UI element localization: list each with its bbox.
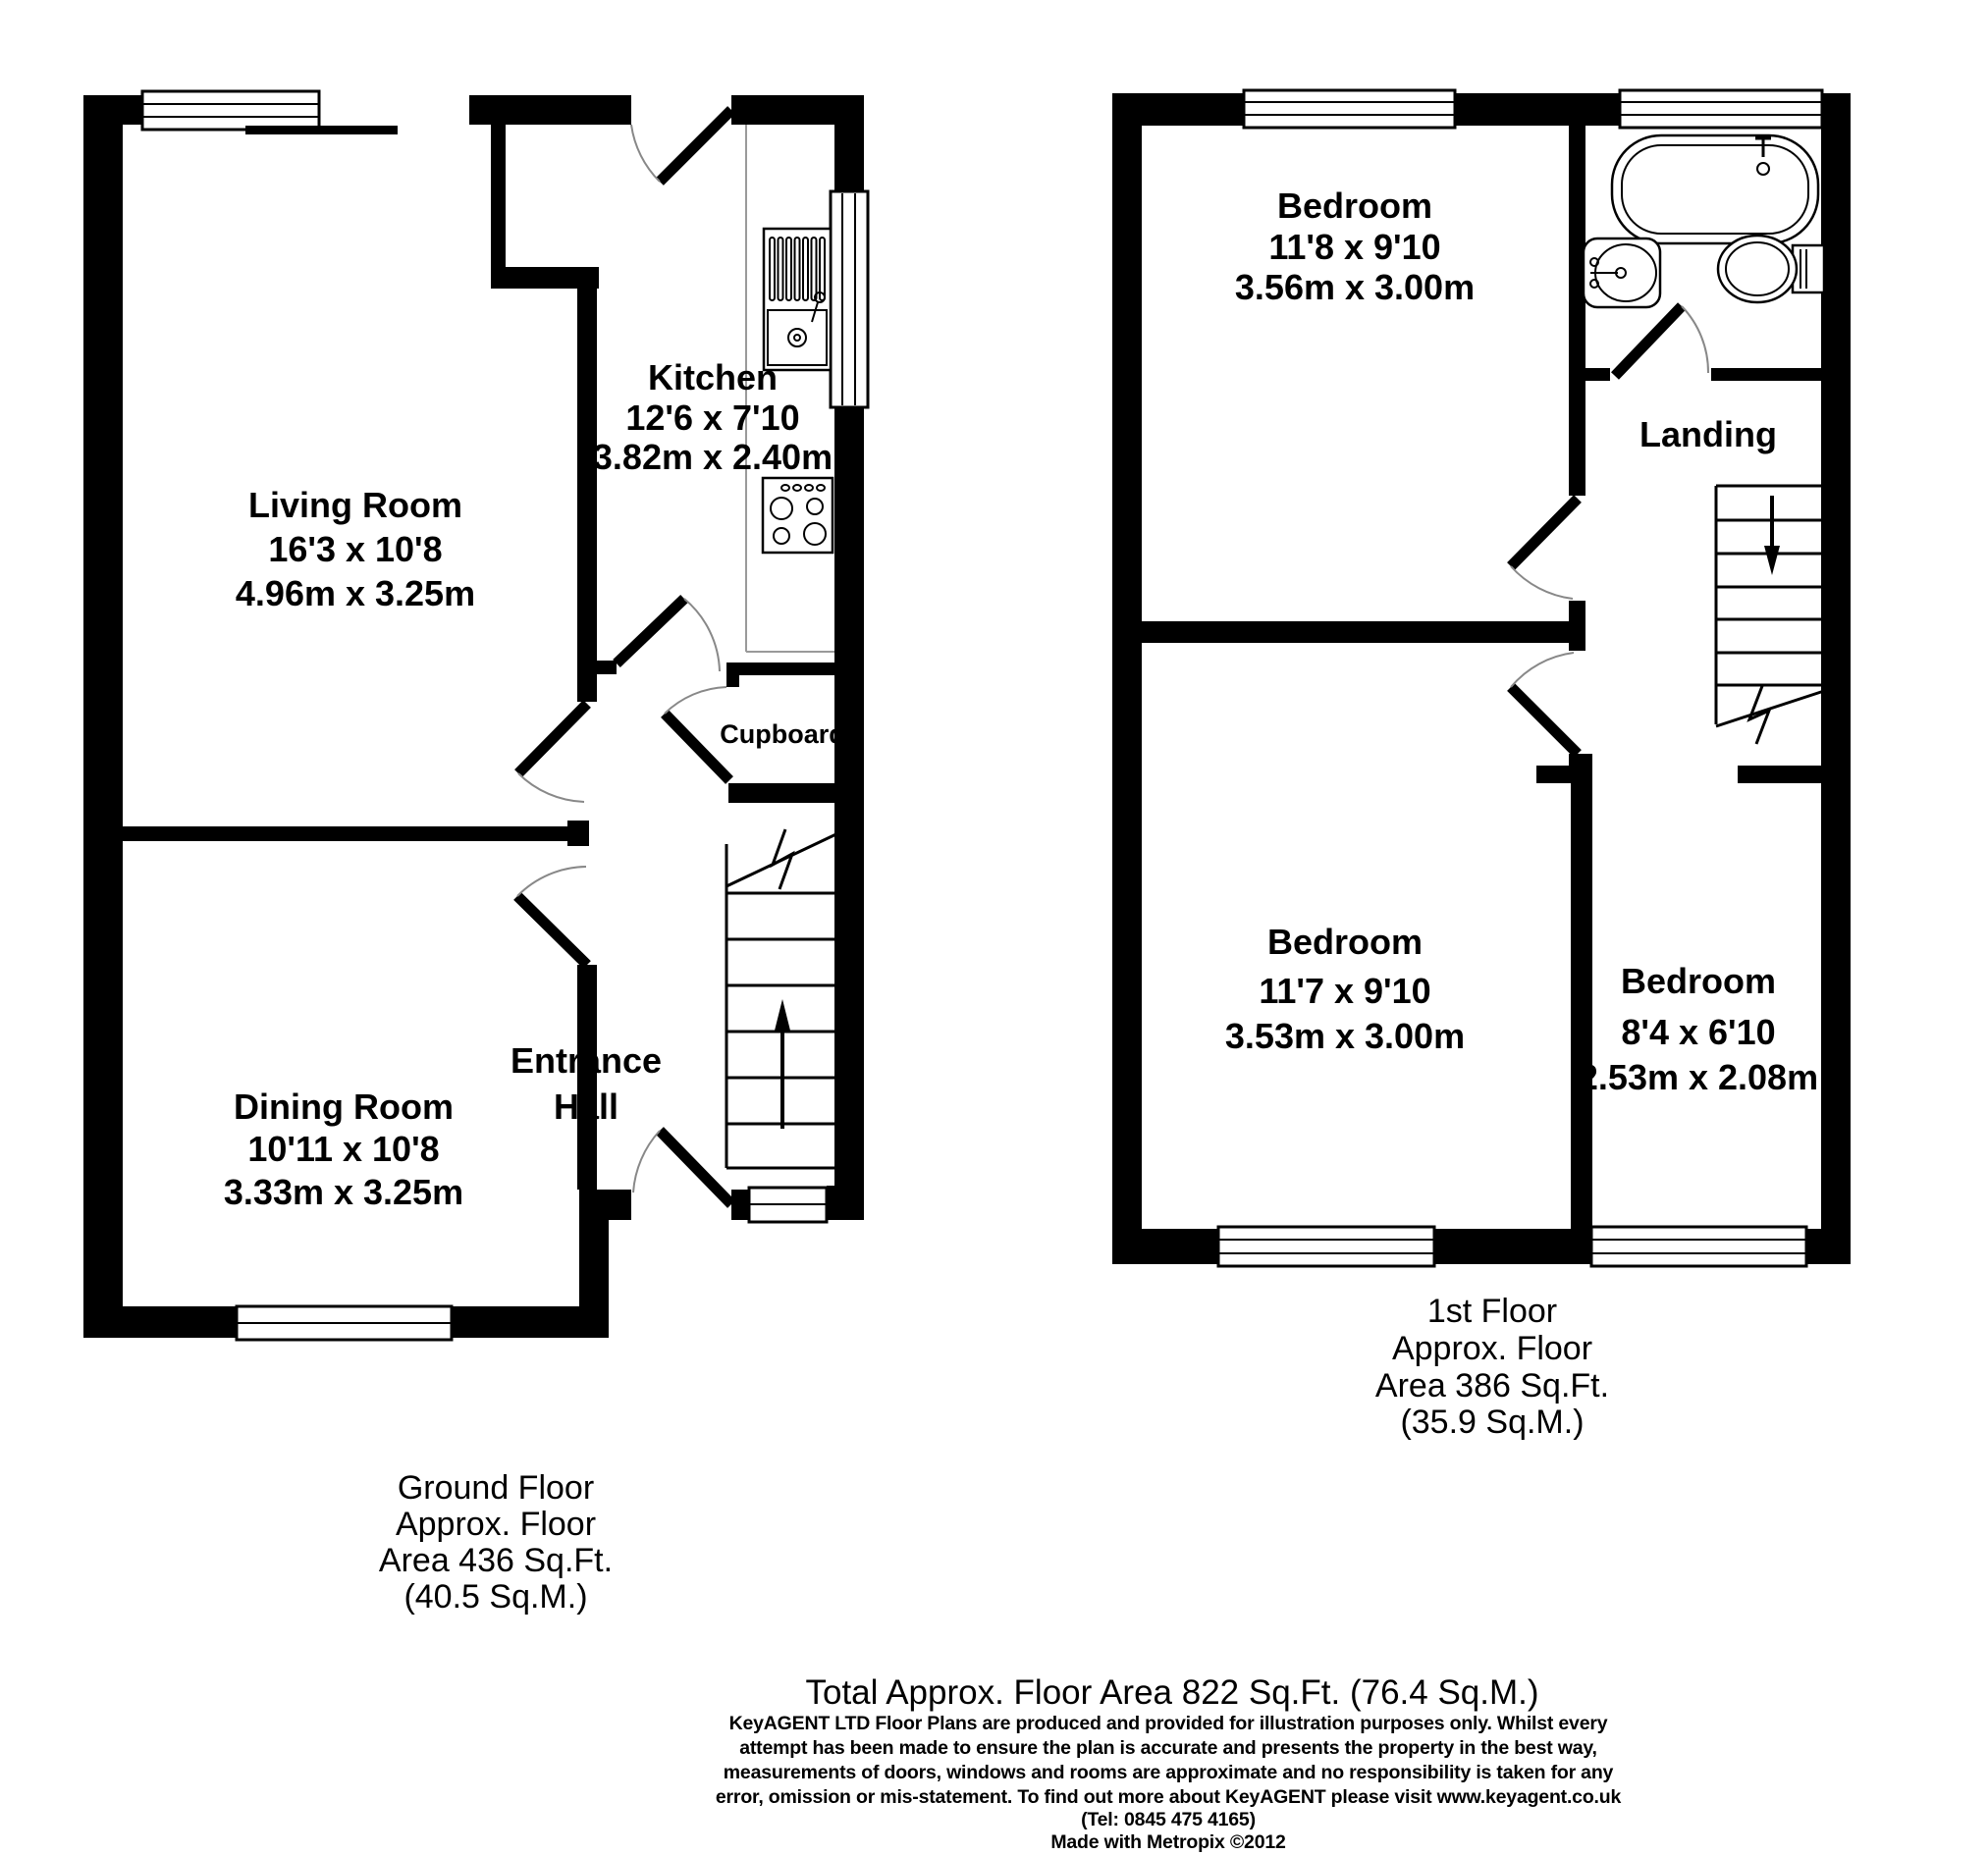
- first-caption-line3: Area 386 Sq.Ft.: [1374, 1367, 1610, 1404]
- cooker-icon: [763, 478, 833, 553]
- kitchen-dims-ft: 12'6 x 7'10: [625, 398, 800, 438]
- first-caption-line1: 1st Floor: [1426, 1293, 1558, 1330]
- ff-stair-break-zigzag: [1749, 686, 1769, 744]
- wall-hall-living: [577, 289, 597, 702]
- dining-room-dims-m: 3.33m x 3.25m: [223, 1172, 464, 1212]
- bedroom1-dims-m: 3.56m x 3.00m: [1234, 267, 1476, 307]
- up-arrow: [775, 999, 790, 1129]
- front-door: [633, 1131, 731, 1204]
- disclaimer-line1: KeyAGENT LTD Floor Plans are produced and provided for illustration purposes only. Whilst every: [728, 1713, 1608, 1734]
- bedroom3-dims-ft: 8'4 x 6'10: [1621, 1012, 1776, 1052]
- wall-living-dining: [123, 826, 589, 841]
- stair-break-zigzag: [773, 829, 792, 889]
- ground-floor-stairs: [726, 829, 842, 1168]
- kitchen-window: [831, 191, 868, 407]
- bedroom3-window: [1591, 1227, 1806, 1266]
- ground-caption-line2: Approx. Floor: [395, 1506, 597, 1543]
- landing-name: Landing: [1639, 414, 1777, 454]
- bath-icon: [1612, 135, 1818, 243]
- bedroom3-name: Bedroom: [1620, 961, 1777, 1001]
- ground-caption-line1: Ground Floor: [397, 1469, 595, 1507]
- dining-room-dims-ft: 10'11 x 10'8: [247, 1129, 440, 1169]
- kitchen-name: Kitchen: [647, 357, 779, 398]
- toilet-icon: [1718, 236, 1824, 302]
- ground-caption-line3: Area 436 Sq.Ft.: [378, 1542, 614, 1579]
- first-floor-stairs: [1716, 486, 1824, 744]
- living-room-window: [142, 91, 398, 134]
- bedroom1-window: [1244, 90, 1455, 128]
- living-room-dims-ft: 16'3 x 10'8: [268, 529, 443, 569]
- first-floor-plan: [1112, 90, 1851, 1266]
- ff-wall-left: [1112, 93, 1142, 1264]
- ff-wall-bathroom-stub: [1583, 368, 1610, 381]
- dining-room-name: Dining Room: [234, 1086, 454, 1127]
- disclaimer-tel: (Tel: 0845 475 4165): [1081, 1809, 1256, 1830]
- total-area-text: Total Approx. Floor Area 822 Sq.Ft. (76.4 Sq.M.): [805, 1673, 1539, 1712]
- wall-living-kitchen: [491, 123, 506, 280]
- entrance-hall-line1: Entrance: [510, 1040, 663, 1081]
- wall-right-upper: [834, 95, 864, 193]
- wall-cupboard-top: [726, 662, 836, 675]
- basin-icon: [1584, 238, 1660, 307]
- living-room-name: Living Room: [248, 485, 462, 525]
- ff-wall-bed1-bed2: [1142, 621, 1571, 643]
- ff-wall-bottom-a: [1112, 1229, 1218, 1264]
- down-arrow: [1764, 496, 1780, 575]
- wall-right-lower: [834, 405, 864, 1190]
- bedroom2-name: Bedroom: [1266, 922, 1424, 962]
- wall-jog: [491, 267, 599, 289]
- ff-wall-bathroom-bottom: [1711, 368, 1828, 381]
- bedroom1-dims-ft: 11'8 x 9'10: [1268, 227, 1441, 267]
- wall-left: [83, 95, 123, 1338]
- ff-wall-bed3-stub: [1536, 766, 1592, 783]
- disclaimer-line4: error, omission or mis-statement. To find out more about KeyAGENT please visit www.keyagent.co.uk: [715, 1786, 1622, 1808]
- bedroom3-dims-m: 2.53m x 2.08m: [1578, 1057, 1819, 1097]
- bedroom2-dims-m: 3.53m x 3.00m: [1224, 1016, 1466, 1056]
- wall-corner-entrance: [827, 1186, 864, 1220]
- disclaimer-block: [716, 1713, 1622, 1853]
- bedroom2-door: [1511, 653, 1578, 754]
- ff-wall-bed1-right: [1569, 126, 1585, 496]
- disclaimer-line2: attempt has been made to ensure the plan is accurate and presents the property in the best way,: [739, 1737, 1597, 1759]
- ground-floor-plan: [83, 91, 868, 1340]
- wall-cupboard-jamb: [726, 674, 739, 687]
- wall-living-dining-cap: [567, 821, 589, 846]
- bathroom-window: [1620, 90, 1822, 128]
- kitchen-dims-m: 3.82m x 2.40m: [592, 437, 833, 477]
- entrance-window: [749, 1188, 827, 1222]
- entrance-hall-line2: Hall: [553, 1086, 619, 1127]
- kitchen-door: [617, 599, 720, 671]
- living-room-door: [518, 704, 587, 802]
- first-caption-line4: (35.9 Sq.M.): [1400, 1404, 1585, 1441]
- ff-wall-bottom-b: [1434, 1229, 1591, 1264]
- living-room-dims-m: 4.96m x 3.25m: [235, 573, 476, 613]
- ff-wall-bed2-bed3: [1571, 768, 1592, 1232]
- ff-wall-bed1-door-cap: [1569, 601, 1585, 651]
- bedroom1-door: [1511, 499, 1578, 599]
- back-door: [631, 110, 731, 182]
- bedroom1-name: Bedroom: [1276, 186, 1433, 226]
- captions: [379, 1293, 1609, 1712]
- ff-wall-top-b: [1455, 93, 1620, 126]
- wall-top-a: [83, 95, 142, 125]
- ff-wall-bed3-top: [1738, 766, 1828, 783]
- disclaimer-line3: measurements of doors, windows and rooms are approximate and no responsibility is taken for any: [723, 1762, 1614, 1783]
- dining-room-door: [517, 867, 587, 965]
- ff-wall-bottom-c: [1806, 1229, 1851, 1264]
- wall-kitchen-stub: [592, 661, 617, 674]
- ground-caption-line4: (40.5 Sq.M.): [403, 1578, 588, 1616]
- bedroom2-dims-ft: 11'7 x 9'10: [1259, 971, 1431, 1011]
- disclaimer-credit: Made with Metropix ©2012: [1050, 1831, 1286, 1853]
- first-caption-line2: Approx. Floor: [1391, 1330, 1593, 1367]
- wall-entrance-bottom-right: [731, 1190, 749, 1220]
- window-sill-bar: [245, 126, 398, 134]
- wall-top-b: [469, 95, 631, 125]
- sink-drainer-icon: [764, 229, 831, 370]
- wall-cupboard-bottom: [728, 783, 836, 803]
- bathroom-fixtures: [1584, 135, 1824, 307]
- bedroom2-window: [1218, 1227, 1434, 1266]
- bathroom-door: [1615, 306, 1708, 376]
- dining-window: [237, 1306, 452, 1340]
- cupboard-name: Cupboard: [720, 719, 845, 749]
- ff-wall-right: [1821, 93, 1851, 1264]
